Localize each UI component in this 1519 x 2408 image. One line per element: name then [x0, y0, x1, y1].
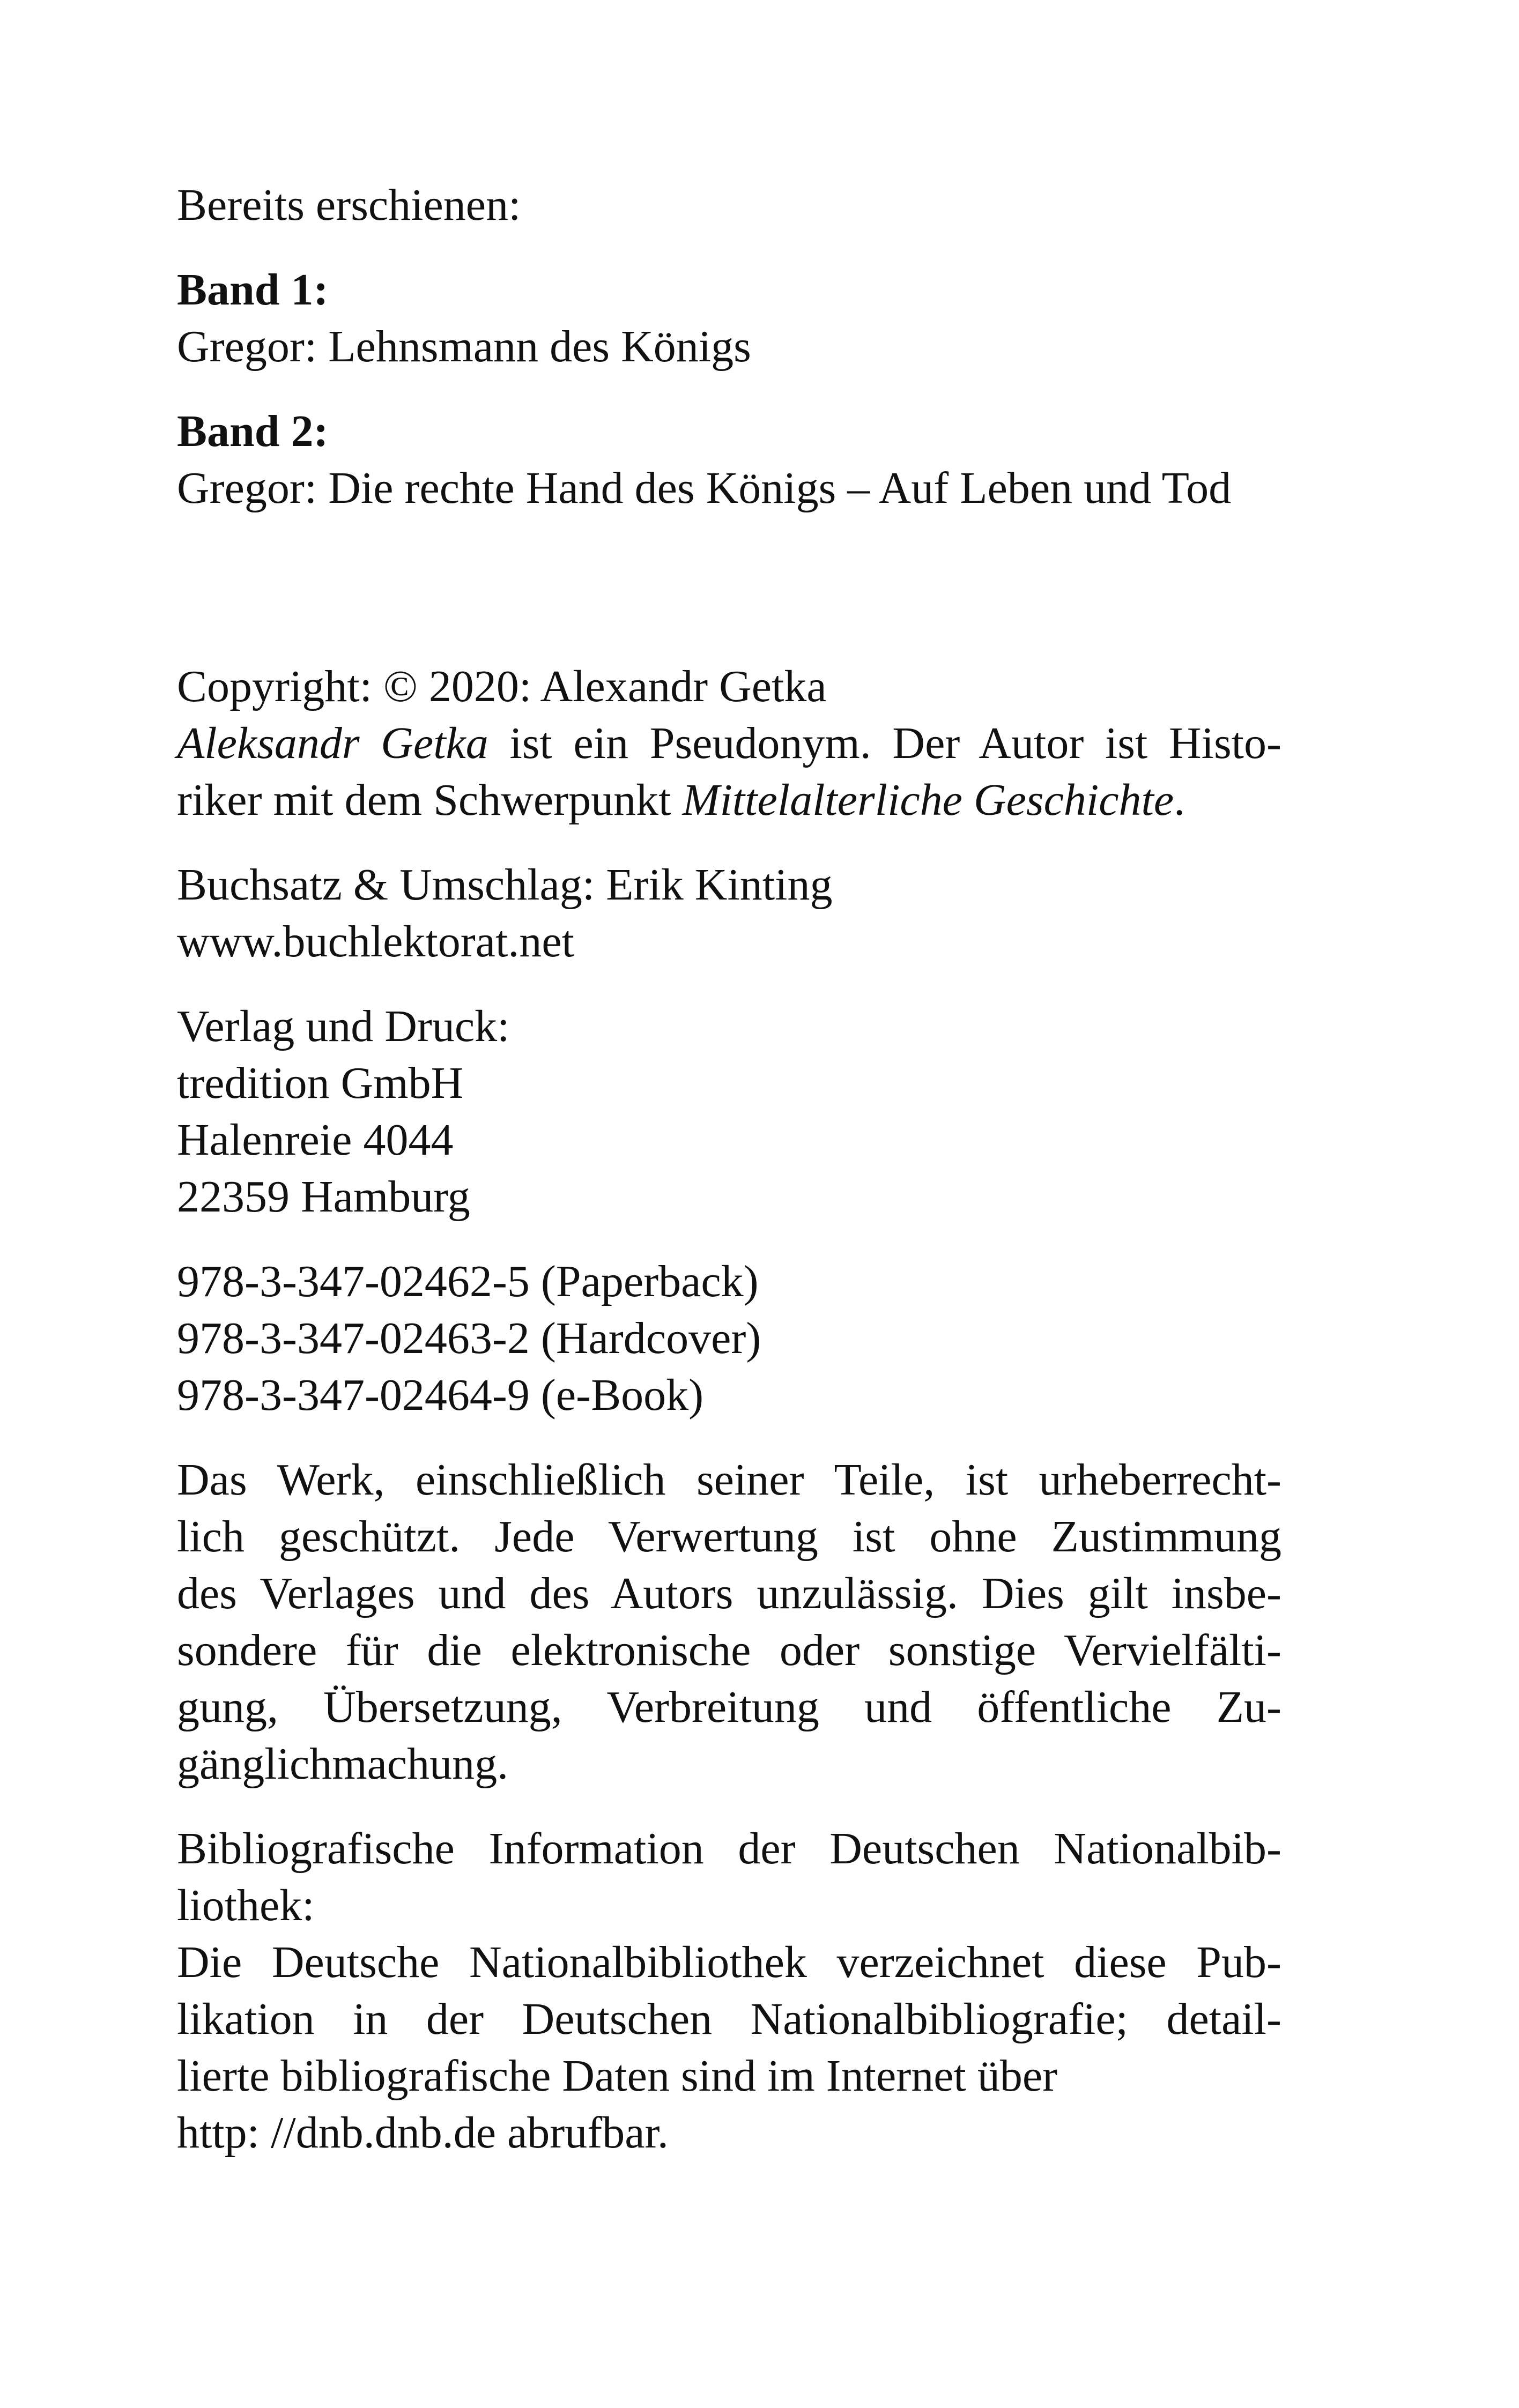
pseudonym-rest-1: ist ein Pseudonym. Der Autor ist Histo- — [488, 718, 1281, 768]
dnb-body-line: Die Deutsche Nationalbibliothek verzeichnet diese Pub- — [177, 1937, 1281, 1987]
rights-line: gung, Übersetzung, Verbreitung und öffentliche Zu- — [177, 1682, 1281, 1732]
pseudonym-focus: Mittelalterliche Geschichte — [682, 775, 1174, 825]
isbn-paperback: 978-3-347-02462-5 (Paperback) — [177, 1257, 759, 1306]
pseudonym-line-1 — [177, 715, 1281, 772]
typesetting-line: Buchsatz & Umschlag: Erik Kinting — [177, 860, 833, 910]
rights-line: des Verlages und des Autors unzulässig. Dies gilt insbe- — [177, 1569, 1281, 1618]
publisher-city: 22359 Hamburg — [177, 1172, 470, 1222]
publisher-street: Halenreie 4044 — [177, 1115, 454, 1165]
publisher-name: tredition GmbH — [177, 1058, 464, 1108]
copyright-line: Copyright: © 2020: Alexandr Getka — [177, 662, 827, 711]
isbn-hardcover: 978-3-347-02463-2 (Hardcover) — [177, 1313, 761, 1363]
typesetting-url[interactable]: www.buchlektorat.net — [177, 917, 574, 967]
dnb-paragraph — [177, 1820, 1281, 2161]
volume-1-label: Band 1: — [177, 265, 329, 315]
rights-paragraph — [177, 1452, 1281, 1793]
dnb-body-line: lierte bibliografische Daten sind im Internet über — [177, 2051, 1058, 2101]
dnb-heading-line: liothek: — [177, 1881, 315, 1930]
imprint-page — [177, 177, 1281, 2161]
volume-1-title: Gregor: Lehnsmann des Königs — [177, 322, 751, 371]
publisher-heading: Verlag und Druck: — [177, 1001, 510, 1051]
isbn-ebook: 978-3-347-02464-9 (e-Book) — [177, 1370, 704, 1420]
pseudonym-end: . — [1174, 775, 1185, 825]
dnb-body-line: likation in der Deutschen Nationalbibliografie; detail- — [177, 1994, 1281, 2044]
rights-line: Das Werk, einschließlich seiner Teile, ist urheberrecht- — [177, 1455, 1281, 1505]
series-heading: Bereits erschienen: — [177, 180, 521, 230]
pseudonym-rest-2: riker mit dem Schwerpunkt — [177, 775, 683, 825]
dnb-body-line: http: //dnb.dnb.de abrufbar. — [177, 2108, 669, 2158]
rights-line: lich geschützt. Jede Verwertung ist ohne Zustimmung — [177, 1512, 1281, 1562]
volume-2-label: Band 2: — [177, 406, 329, 456]
dnb-heading-line: Bibliografische Information der Deutschen Nationalbib- — [177, 1824, 1281, 1874]
volume-2-title: Gregor: Die rechte Hand des Königs – Auf Leben und Tod — [177, 463, 1232, 513]
pseudonym-name: Aleksandr Getka — [177, 718, 488, 768]
rights-line: gänglichmachung. — [177, 1739, 509, 1789]
pseudonym-line-2 — [177, 772, 1281, 829]
rights-line: sondere für die elektronische oder sonstige Vervielfälti- — [177, 1625, 1281, 1675]
